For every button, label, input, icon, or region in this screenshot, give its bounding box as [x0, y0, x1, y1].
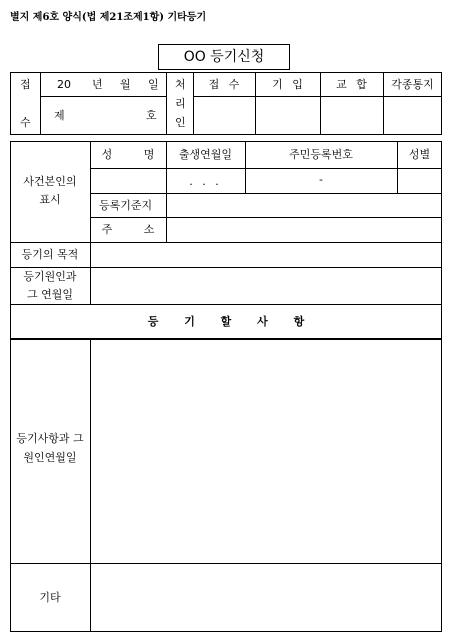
form-title: OO 등기신청 [183, 49, 265, 65]
receipt-stamp-field[interactable] [194, 97, 255, 134]
col-collation: 교 합 [336, 78, 367, 91]
reception-day-label: 일 [148, 78, 159, 91]
registration-base-label: 등록기준지 [99, 199, 153, 212]
purpose-field[interactable] [91, 243, 441, 267]
notices-stamp-field[interactable] [384, 97, 441, 134]
gender-field[interactable] [398, 169, 441, 193]
cause-field[interactable] [91, 268, 441, 304]
col-notices: 각종통지 [391, 78, 434, 91]
processing-label-2: 리 [175, 97, 186, 110]
reception-year-number: 20 [57, 78, 71, 91]
name-field[interactable] [91, 169, 166, 193]
reception-number-prefix: 제 [54, 109, 65, 122]
collation-stamp-field[interactable] [321, 97, 383, 134]
matters-field[interactable] [91, 340, 441, 563]
address-label: 주 소 [101, 223, 155, 236]
other-label: 기타 [39, 591, 61, 604]
matters-heading: 등 기 할 사 항 [147, 315, 305, 328]
address-field[interactable] [167, 218, 441, 242]
gender-header: 성별 [408, 148, 431, 161]
resident-number-field[interactable]: - [319, 173, 323, 186]
entry-stamp-field[interactable] [256, 97, 320, 134]
reception-month-label: 월 [120, 78, 131, 91]
birth-date-header: 출생연월일 [178, 148, 233, 161]
resident-number-header: 주민등록번호 [289, 148, 353, 161]
subject-label-line2: 표시 [39, 193, 61, 206]
reception-year-label: 년 [92, 78, 103, 91]
processing-label-3: 인 [175, 116, 186, 129]
purpose-label: 등기의 목적 [21, 248, 79, 261]
processing-label-1: 처 [175, 78, 186, 91]
other-field[interactable] [91, 564, 441, 631]
reception-label-top: 접 [20, 78, 31, 91]
name-header: 성 명 [101, 148, 155, 161]
cause-label-line2: 그 연월일 [26, 288, 73, 301]
reception-label-bottom: 수 [20, 116, 31, 129]
cause-label-line1: 등기원인과 [23, 270, 77, 283]
form-number: 별지 제6호 양식(법 제21조제1항) 기타등기 [10, 12, 207, 23]
reception-number-suffix: 호 [146, 109, 157, 122]
subject-label-line1: 사건본인의 [23, 175, 77, 188]
col-entry: 기 입 [272, 78, 303, 91]
registration-base-field[interactable] [167, 194, 441, 217]
matters-label-line1: 등기사항과 그 [16, 432, 84, 445]
col-receipt: 접 수 [208, 78, 240, 91]
birth-date-field[interactable]: . . . [189, 175, 222, 188]
matters-label-line2: 원인연월일 [23, 451, 77, 464]
